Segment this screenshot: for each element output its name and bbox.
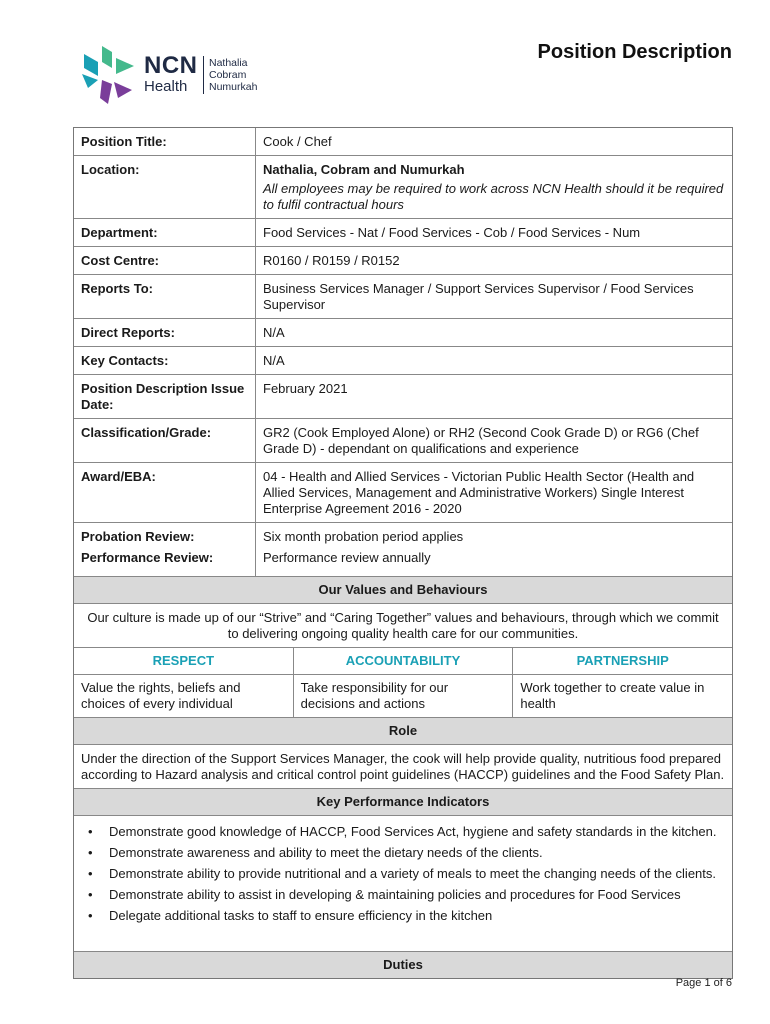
- values-descriptions: [74, 674, 732, 717]
- logo-brand: NCN: [144, 52, 198, 79]
- section-heading-kpi: Key Performance Indicators: [74, 788, 732, 815]
- section-heading-role: Role: [74, 717, 732, 744]
- row-location: [74, 155, 732, 218]
- kpi-list-container: [74, 815, 732, 951]
- value-text-partnership: Work together to create value in health: [512, 675, 732, 717]
- field-label: Reports To:: [74, 275, 256, 318]
- field-label: Cost Centre:: [74, 247, 256, 274]
- logo-town: Nathalia: [209, 57, 248, 69]
- field-value: Cook / Chef: [263, 134, 332, 149]
- location-note: All employees may be required to work across NCN Health should it be required to fulfil contractual hours: [263, 181, 724, 212]
- field-value: N/A: [263, 353, 285, 368]
- performance-label: Performance Review:: [81, 550, 214, 565]
- role-text: Under the direction of the Support Services Manager, the cook will help provide quality, nutritious food prepared according to Hazard analysis and critical control point guidelines (HACCP) guidelines and the Food Safety Plan.: [74, 744, 732, 788]
- value-title-respect: RESPECT: [152, 653, 215, 668]
- row-reports-to: [74, 274, 732, 318]
- value-title-partnership: PARTNERSHIP: [512, 648, 732, 674]
- field-value: N/A: [263, 325, 285, 340]
- row-direct-reports: [74, 318, 732, 346]
- field-value: [256, 523, 732, 576]
- field-label: Position Description Issue Date:: [74, 375, 256, 418]
- row-position-title: [74, 128, 732, 155]
- page-number: Page 1 of 6: [675, 977, 732, 989]
- field-label: Key Contacts:: [74, 347, 256, 374]
- field-label: Location:: [74, 156, 256, 218]
- section-heading-duties: Duties: [74, 951, 732, 978]
- field-value: [256, 156, 732, 218]
- field-label: Classification/Grade:: [74, 419, 256, 462]
- field-value: Food Services - Nat / Food Services - Cob / Food Services - Num: [263, 225, 641, 240]
- row-award: [74, 462, 732, 522]
- field-label: Award/EBA:: [74, 463, 256, 522]
- logo-town: Numurkah: [209, 81, 258, 93]
- logo-towns: [209, 57, 257, 93]
- performance-value: Performance review annually: [263, 550, 431, 565]
- logo-sub: Health: [144, 78, 188, 95]
- value-title-accountability: ACCOUNTABILITY: [293, 648, 513, 674]
- field-value: R0160 / R0159 / R0152: [263, 253, 400, 268]
- row-classification: [74, 418, 732, 462]
- logo-divider: [203, 56, 204, 94]
- field-label: Position Title:: [74, 128, 256, 155]
- probation-label: Probation Review:: [81, 529, 195, 544]
- field-label: Department:: [74, 219, 256, 246]
- value-text-accountability: Take responsibility for our decisions and actions: [293, 675, 513, 717]
- logo-mark-icon: [78, 44, 140, 106]
- location-value: Nathalia, Cobram and Numurkah: [263, 162, 465, 177]
- values-headings: [74, 647, 732, 674]
- row-key-contacts: [74, 346, 732, 374]
- logo-town: Cobram: [209, 69, 247, 81]
- value-text-respect: Value the rights, beliefs and choices of every individual: [81, 680, 241, 711]
- row-cost-centre: [74, 246, 732, 274]
- document-title: Position Description: [537, 41, 732, 63]
- row-issue-date: [74, 374, 732, 418]
- field-value: February 2021: [263, 381, 348, 396]
- row-department: [74, 218, 732, 246]
- list-item: • Delegate additional tasks to staff to ensure efficiency in the kitchen: [81, 908, 725, 924]
- field-value: 04 - Health and Allied Services - Victorian Public Health Sector (Health and Allied Services, Management and Administrative Workers) Single Interest Enterprise Agreement 2016 - 2020: [263, 469, 695, 516]
- values-intro: Our culture is made up of our “Strive” and “Caring Together” values and behaviours, through which we commit to delivering ongoing quality health care for our communities.: [74, 603, 732, 647]
- field-value: Business Services Manager / Support Services Supervisor / Food Services Supervisor: [263, 281, 694, 312]
- row-reviews: [74, 522, 732, 576]
- field-value: GR2 (Cook Employed Alone) or RH2 (Second Cook Grade D) or RG6 (Chef Grade D) - dependant on qualifications and experience: [263, 425, 699, 456]
- list-item: • Demonstrate good knowledge of HACCP, Food Services Act, hygiene and safety standards in the kitchen.: [81, 824, 725, 840]
- list-item: • Demonstrate ability to assist in developing & maintaining policies and procedures for Food Services: [81, 887, 725, 903]
- list-item: • Demonstrate ability to provide nutritional and a variety of meals to meet the changing needs of the clients.: [81, 866, 725, 882]
- probation-value: Six month probation period applies: [263, 529, 464, 544]
- field-label: Direct Reports:: [74, 319, 256, 346]
- position-description-table: [73, 127, 733, 979]
- section-heading-values: Our Values and Behaviours: [74, 576, 732, 603]
- field-label: [74, 523, 256, 576]
- list-item: • Demonstrate awareness and ability to meet the dietary needs of the clients.: [81, 845, 725, 861]
- ncn-health-logo: [78, 44, 278, 106]
- kpi-list: [81, 824, 725, 924]
